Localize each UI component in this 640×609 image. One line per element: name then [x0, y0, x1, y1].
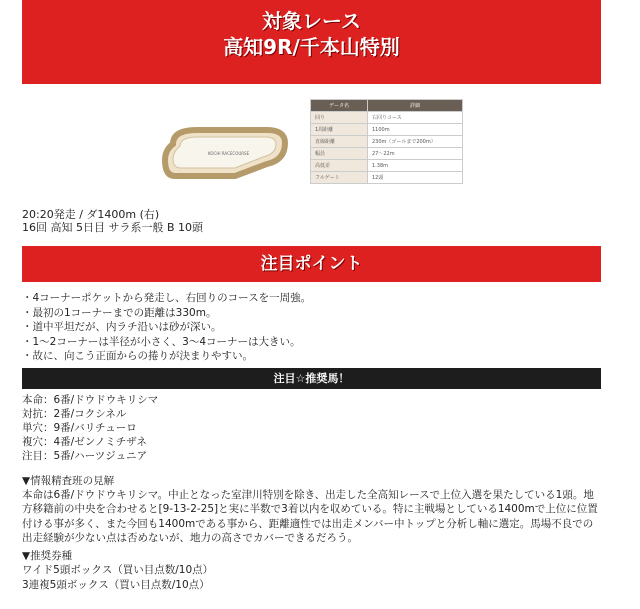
- horse-picks: [22, 393, 158, 463]
- table-cell: 右回りコース: [368, 112, 463, 124]
- list-item: ・道中平坦だが、内ラチ沿いは砂が深い。: [22, 321, 222, 333]
- list-item: ・故に、向こう正面からの捲りが決まりやすい。: [22, 350, 253, 362]
- table-row: [311, 172, 463, 184]
- table-cell: 幅員: [311, 148, 368, 160]
- table-header-detail: 詳細: [368, 100, 463, 112]
- course-data-table: [310, 99, 463, 184]
- table-cell: 12頭: [368, 172, 463, 184]
- bet-types: [22, 549, 213, 592]
- bets-heading: ▼推奨券種: [22, 550, 73, 562]
- table-cell: 高低差: [311, 160, 368, 172]
- table-cell: 230m（ゴールまで200m）: [368, 136, 463, 148]
- table-row: [311, 136, 463, 148]
- recommend-bar: 注目☆推奨馬！: [22, 368, 601, 389]
- table-cell: 1.38m: [368, 160, 463, 172]
- table-cell: フルゲート: [311, 172, 368, 184]
- race-title-banner: [22, 0, 601, 84]
- table-cell: 1100m: [368, 124, 463, 136]
- table-cell: 直線距離: [311, 136, 368, 148]
- race-info: [22, 208, 203, 234]
- race-time-distance: 20:20発走 / ダ1400m (右): [22, 208, 160, 221]
- list-item: 注目：5番/ハーツジュニア: [22, 450, 148, 462]
- table-cell: 1周距離: [311, 124, 368, 136]
- race-title-label: 対象レース: [262, 9, 361, 33]
- course-label: KOCHI RACECOURSE: [208, 151, 250, 156]
- list-item: ・最初の1コーナーまでの距離は330m。: [22, 306, 217, 319]
- analysis-body: 本命は6番/ドウドウキリシマ。中止となった室津川特別を除き、出走した全高知レースで上位入選を果たしている1頭。地方移籍前の中央を合わせると[9-13-2-25]と実に半数で3着以内を収めている。特に主戦場としている1400mで上位に位置付ける事が多く、また今回も1400mである事から、距離適性では出走メンバー中トップと分析し軸に選定。馬場不良での出走経験が少ない点は否めないが、地力の高さでカバーできるだろう。: [22, 489, 598, 544]
- course-map: [155, 112, 301, 192]
- bet-line: ワイド5頭ボックス（買い目点数/10点）: [22, 564, 214, 577]
- list-item: ・1～2コーナーは半径が小さく、3～4コーナーは大きい。: [22, 335, 301, 348]
- list-item: 本命：6番/ドウドウキリシマ: [22, 394, 159, 406]
- table-cell: 回り: [311, 112, 368, 124]
- table-header-row: [311, 100, 463, 112]
- analysis-heading: ▼情報精査班の見解: [22, 475, 115, 487]
- list-item: 単穴：9番/バリチューロ: [22, 422, 137, 434]
- table-cell: 27～22m: [368, 148, 463, 160]
- table-row: [311, 112, 463, 124]
- list-item: 対抗：2番/コクシネル: [22, 408, 127, 420]
- bet-line: 3連複5頭ボックス（買い目点数/10点）: [22, 578, 210, 591]
- list-item: 複穴：4番/ゼンノミチザネ: [22, 436, 147, 448]
- race-meeting: 16回 高知 5日目 サラ系一般 B 10頭: [22, 221, 204, 234]
- section-title-banner: 注目ポイント: [22, 246, 601, 282]
- analysis-section: [22, 474, 602, 545]
- list-item: ・4コーナーポケットから発走し、右回りのコースを一周強。: [22, 292, 312, 304]
- table-row: [311, 148, 463, 160]
- table-row: [311, 124, 463, 136]
- table-header-name: データ名: [311, 100, 368, 112]
- table-row: [311, 160, 463, 172]
- attention-points: [22, 291, 311, 364]
- race-name: 高知9R/千本山特別: [223, 35, 400, 59]
